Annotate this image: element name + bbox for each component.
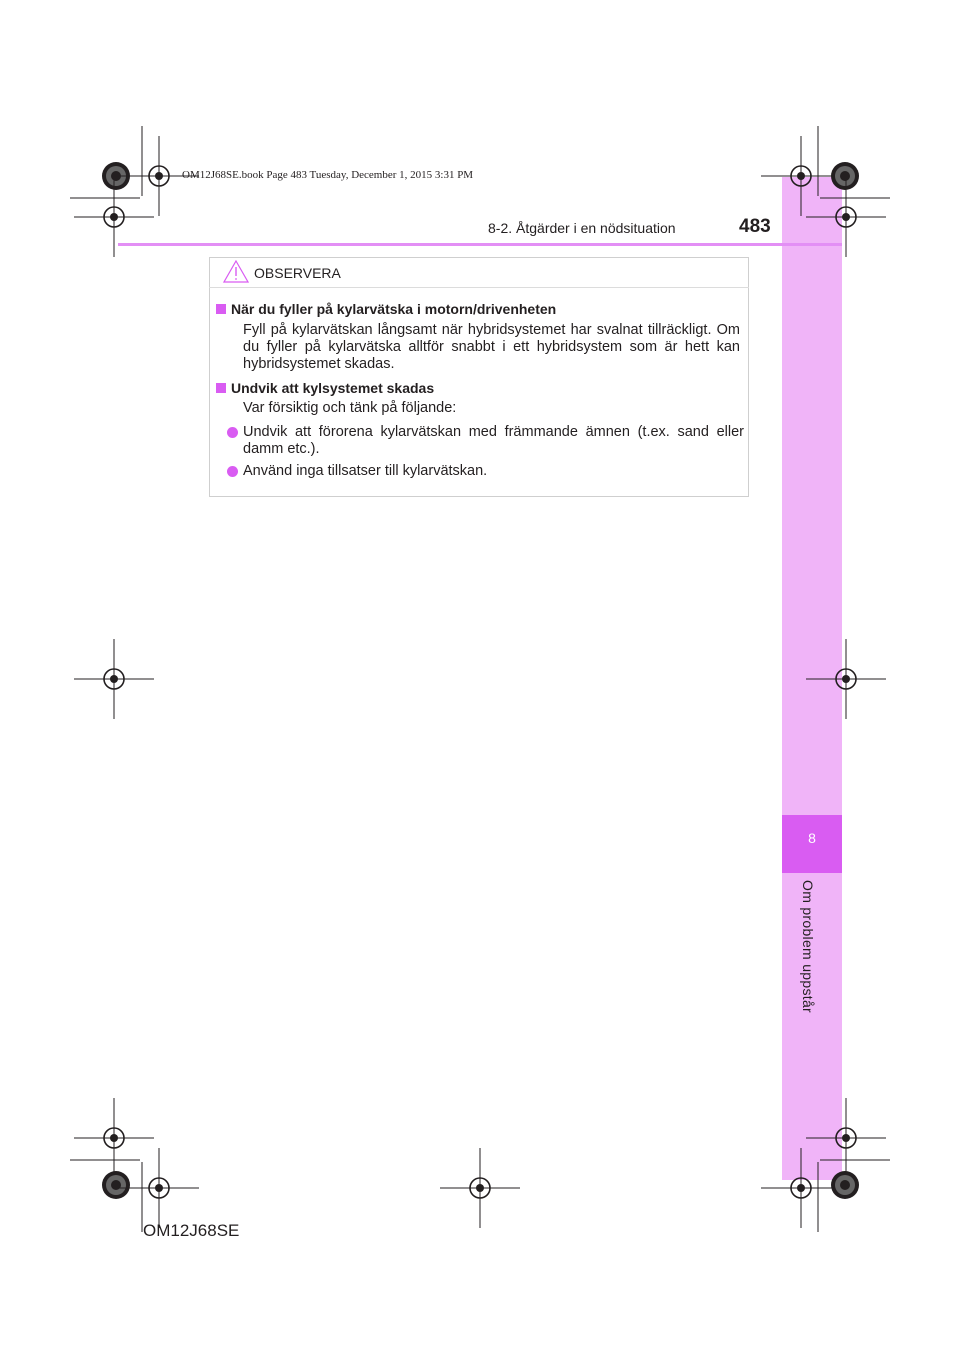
section-title: 8-2. Åtgärder i en nödsituation (488, 220, 676, 236)
crop-mark-icon (70, 126, 890, 1232)
side-tab-label: Om problem uppstår (800, 880, 816, 1014)
page-number: 483 (739, 216, 771, 237)
side-tab-number: 8 (782, 815, 842, 873)
caution-title: OBSERVERA (254, 265, 341, 281)
footer-code: OM12J68SE (143, 1221, 240, 1240)
print-info: OM12J68SE.book Page 483 Tuesday, December 1, 2015 3:31 PM (182, 169, 474, 181)
caution-text-1: Fyll på kylarvätskan långsamt när hybridsystemet har svalnat tillräckligt. Om du fyller på kylarvätska alltför snabbt i ett hybridsystem som är hett kan hybridsystemet skadas. (243, 322, 740, 372)
caution-heading-2: Undvik att kylsystemet skadas (216, 380, 434, 396)
bullet-item: Använd inga tillsatser till kylarvätskan. (243, 463, 488, 479)
registration-mark-icon (74, 136, 886, 1228)
bullet-item: Undvik att förorena kylarvätskan med främmande ämnen (t.ex. sand eller damm etc.). (243, 424, 744, 457)
caution-text-2: Var försiktig och tänk på följande: (243, 400, 457, 416)
caution-heading-1: När du fyller på kylarvätska i motorn/drivenheten (216, 301, 556, 317)
